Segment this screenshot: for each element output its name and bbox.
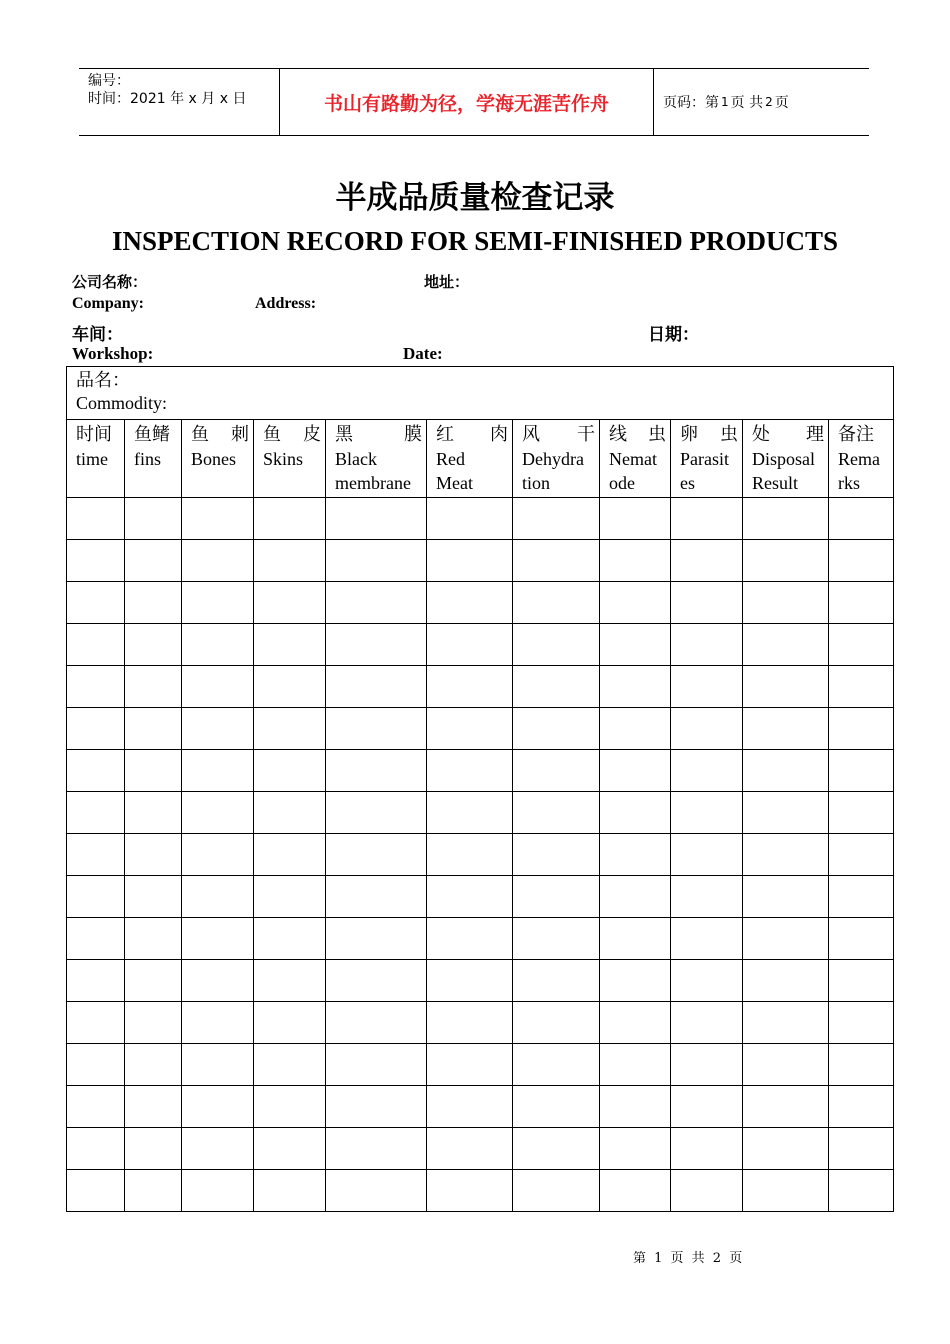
address-label-cn: 地址： xyxy=(424,273,470,291)
table-cell[interactable] xyxy=(182,918,254,960)
column-header-cn xyxy=(134,423,177,447)
table-row xyxy=(67,918,894,960)
table-row xyxy=(67,540,894,582)
table-cell[interactable] xyxy=(600,918,671,960)
company-label-cn: 公司名称： xyxy=(72,273,148,291)
table-cell[interactable] xyxy=(671,834,743,876)
column-header-cn xyxy=(680,423,738,447)
table-row xyxy=(67,1002,894,1044)
column-header-cn-part: 鱼 xyxy=(263,424,281,445)
column-header-cn xyxy=(263,423,321,447)
doc-time xyxy=(88,90,279,108)
table-cell[interactable] xyxy=(427,792,513,834)
table-row xyxy=(67,624,894,666)
table-row xyxy=(67,1170,894,1212)
table-cell[interactable] xyxy=(829,960,894,1002)
table-cell[interactable] xyxy=(743,624,829,666)
table-cell[interactable] xyxy=(829,918,894,960)
table-cell[interactable] xyxy=(125,1128,182,1170)
table-cell[interactable] xyxy=(743,1128,829,1170)
table-cell[interactable] xyxy=(125,960,182,1002)
page-total: 2 xyxy=(765,95,773,109)
page-current: 1 xyxy=(721,95,729,109)
table-cell[interactable] xyxy=(600,1086,671,1128)
column-header-row xyxy=(67,420,894,498)
table-cell[interactable] xyxy=(182,540,254,582)
column-header-cn xyxy=(335,423,422,447)
table-cell[interactable] xyxy=(326,1170,427,1212)
column-header xyxy=(600,420,671,498)
column-header-en: time xyxy=(76,449,108,469)
table-cell[interactable] xyxy=(254,750,326,792)
table-cell[interactable] xyxy=(671,498,743,540)
table-row xyxy=(67,498,894,540)
column-header-cn xyxy=(436,423,508,447)
doc-number-label: 编号： xyxy=(88,73,130,89)
table-cell[interactable] xyxy=(743,918,829,960)
table-cell[interactable] xyxy=(829,1170,894,1212)
table-cell[interactable] xyxy=(182,876,254,918)
column-header-cn-part: 皮 xyxy=(303,424,321,445)
table-cell[interactable] xyxy=(829,876,894,918)
table-cell[interactable] xyxy=(67,792,125,834)
time-label: 时间： xyxy=(88,91,130,107)
table-cell[interactable] xyxy=(829,750,894,792)
table-cell[interactable] xyxy=(513,750,600,792)
table-cell[interactable] xyxy=(67,582,125,624)
table-cell[interactable] xyxy=(326,1128,427,1170)
table-cell[interactable] xyxy=(182,624,254,666)
workshop-label-cn: 车间： xyxy=(72,325,123,345)
table-cell[interactable] xyxy=(125,540,182,582)
table-cell[interactable] xyxy=(743,1002,829,1044)
table-cell[interactable] xyxy=(182,750,254,792)
table-cell[interactable] xyxy=(125,624,182,666)
table-cell[interactable] xyxy=(326,1086,427,1128)
column-header-en: ode xyxy=(609,473,635,493)
column-header xyxy=(67,420,125,498)
column-header xyxy=(671,420,743,498)
table-cell[interactable] xyxy=(125,708,182,750)
table-cell[interactable] xyxy=(829,1044,894,1086)
table-cell[interactable] xyxy=(182,960,254,1002)
table-cell[interactable] xyxy=(254,1044,326,1086)
table-cell[interactable] xyxy=(182,498,254,540)
address-label-en: Address: xyxy=(255,295,317,312)
column-header-cn xyxy=(76,423,120,447)
table-cell[interactable] xyxy=(600,834,671,876)
table-cell[interactable] xyxy=(427,1086,513,1128)
commodity-row xyxy=(67,367,894,420)
column-header-cn-part: 肉 xyxy=(490,424,508,445)
table-cell[interactable] xyxy=(743,708,829,750)
table-cell[interactable] xyxy=(743,666,829,708)
table-cell[interactable] xyxy=(254,876,326,918)
table-cell[interactable] xyxy=(125,792,182,834)
table-cell[interactable] xyxy=(67,498,125,540)
table-cell[interactable] xyxy=(254,1002,326,1044)
column-header-en: rks xyxy=(838,473,860,493)
column-header-en: membrane xyxy=(335,473,411,493)
table-cell[interactable] xyxy=(254,834,326,876)
table-cell[interactable] xyxy=(513,1128,600,1170)
column-header-en: Nemat xyxy=(609,449,657,469)
column-header xyxy=(513,420,600,498)
table-cell[interactable] xyxy=(513,708,600,750)
table-cell[interactable] xyxy=(600,1002,671,1044)
table-cell[interactable] xyxy=(600,750,671,792)
table-cell[interactable] xyxy=(125,876,182,918)
table-cell[interactable] xyxy=(743,540,829,582)
column-header-cn-part: 理 xyxy=(806,424,824,445)
table-cell[interactable] xyxy=(67,1002,125,1044)
table-cell[interactable] xyxy=(427,498,513,540)
table-cell[interactable] xyxy=(326,834,427,876)
table-cell[interactable] xyxy=(125,918,182,960)
table-cell[interactable] xyxy=(513,624,600,666)
table-cell[interactable] xyxy=(600,582,671,624)
table-cell[interactable] xyxy=(67,1128,125,1170)
table-cell[interactable] xyxy=(671,708,743,750)
page-title-en: INSPECTION RECORD FOR SEMI-FINISHED PRODUCTS xyxy=(111,226,839,256)
table-cell[interactable] xyxy=(427,666,513,708)
table-cell[interactable] xyxy=(829,708,894,750)
table-cell[interactable] xyxy=(829,624,894,666)
page-prefix: 页码：第 xyxy=(663,95,719,111)
table-cell[interactable] xyxy=(182,708,254,750)
table-cell[interactable] xyxy=(182,1170,254,1212)
table-cell[interactable] xyxy=(125,1002,182,1044)
column-header-cn xyxy=(191,423,249,447)
table-cell[interactable] xyxy=(600,540,671,582)
table-cell[interactable] xyxy=(829,1002,894,1044)
column-header-cn-part: 虫 xyxy=(720,424,738,445)
table-cell[interactable] xyxy=(67,666,125,708)
table-cell[interactable] xyxy=(513,918,600,960)
table-cell[interactable] xyxy=(600,1044,671,1086)
table-cell[interactable] xyxy=(513,582,600,624)
table-cell[interactable] xyxy=(829,1128,894,1170)
column-header-cn-part: 风 xyxy=(522,424,540,445)
column-header-en: es xyxy=(680,473,695,493)
date-label-cn: 日期： xyxy=(648,325,699,345)
table-cell[interactable] xyxy=(67,1044,125,1086)
table-cell[interactable] xyxy=(427,750,513,792)
table-cell[interactable] xyxy=(671,1128,743,1170)
table-cell[interactable] xyxy=(67,834,125,876)
column-header-cn xyxy=(522,423,595,447)
table-cell[interactable] xyxy=(125,1086,182,1128)
column-header-cn-part: 时间 xyxy=(76,424,112,445)
header-page-number xyxy=(654,69,869,135)
table-cell[interactable] xyxy=(67,1170,125,1212)
table-cell[interactable] xyxy=(600,1128,671,1170)
table-cell[interactable] xyxy=(671,666,743,708)
column-header-cn-part: 黑 xyxy=(335,424,353,445)
column-header-en: Dehydra xyxy=(522,449,584,469)
table-cell[interactable] xyxy=(743,498,829,540)
table-cell[interactable] xyxy=(427,834,513,876)
table-cell[interactable] xyxy=(600,792,671,834)
column-header xyxy=(427,420,513,498)
table-cell[interactable] xyxy=(326,1002,427,1044)
table-cell[interactable] xyxy=(513,540,600,582)
table-cell[interactable] xyxy=(427,540,513,582)
table-cell[interactable] xyxy=(513,498,600,540)
table-cell[interactable] xyxy=(125,666,182,708)
date-label-en: Date: xyxy=(403,344,443,363)
table-cell[interactable] xyxy=(513,1044,600,1086)
table-cell[interactable] xyxy=(600,876,671,918)
company-label-en: Company: xyxy=(72,295,145,312)
table-cell[interactable] xyxy=(427,1170,513,1212)
table-cell[interactable] xyxy=(671,918,743,960)
table-cell[interactable] xyxy=(671,1044,743,1086)
table-cell[interactable] xyxy=(125,582,182,624)
table-cell[interactable] xyxy=(829,1086,894,1128)
table-cell[interactable] xyxy=(427,708,513,750)
column-header-en: Bones xyxy=(191,449,236,469)
column-header xyxy=(254,420,326,498)
table-cell[interactable] xyxy=(427,1044,513,1086)
column-header-en: Black xyxy=(335,449,377,469)
table-cell[interactable] xyxy=(427,918,513,960)
table-cell[interactable] xyxy=(67,750,125,792)
table-cell[interactable] xyxy=(513,666,600,708)
table-cell[interactable] xyxy=(743,792,829,834)
table-cell[interactable] xyxy=(513,1170,600,1212)
document-header xyxy=(79,68,869,136)
table-cell[interactable] xyxy=(600,624,671,666)
table-cell[interactable] xyxy=(67,876,125,918)
table-cell[interactable] xyxy=(182,1086,254,1128)
table-cell[interactable] xyxy=(829,498,894,540)
column-header-cn-part: 线 xyxy=(609,424,627,445)
table-cell[interactable] xyxy=(427,582,513,624)
column-header xyxy=(829,420,894,498)
table-cell[interactable] xyxy=(326,918,427,960)
table-cell[interactable] xyxy=(67,960,125,1002)
table-cell[interactable] xyxy=(513,792,600,834)
table-cell[interactable] xyxy=(829,666,894,708)
column-header-en: Result xyxy=(752,473,799,493)
table-cell[interactable] xyxy=(67,540,125,582)
table-cell[interactable] xyxy=(600,498,671,540)
page-title-cn: 半成品质量检查记录 xyxy=(335,180,615,216)
table-cell[interactable] xyxy=(671,960,743,1002)
table-cell[interactable] xyxy=(182,582,254,624)
table-cell[interactable] xyxy=(829,582,894,624)
table-cell[interactable] xyxy=(743,876,829,918)
table-row xyxy=(67,1128,894,1170)
inspection-table xyxy=(66,366,894,1212)
table-cell[interactable] xyxy=(182,1044,254,1086)
table-cell[interactable] xyxy=(254,666,326,708)
column-header xyxy=(182,420,254,498)
table-cell[interactable] xyxy=(67,624,125,666)
commodity-label-en: Commodity: xyxy=(76,393,168,413)
column-header-cn-part: 鱼鳍 xyxy=(134,424,170,445)
table-cell[interactable] xyxy=(671,750,743,792)
table-cell[interactable] xyxy=(326,792,427,834)
table-cell[interactable] xyxy=(254,918,326,960)
table-cell[interactable] xyxy=(182,792,254,834)
table-cell[interactable] xyxy=(182,1002,254,1044)
commodity-label-cn: 品名： xyxy=(76,370,130,390)
table-cell[interactable] xyxy=(326,624,427,666)
table-cell[interactable] xyxy=(254,1086,326,1128)
table-cell[interactable] xyxy=(326,498,427,540)
column-header xyxy=(125,420,182,498)
table-cell[interactable] xyxy=(326,540,427,582)
table-cell[interactable] xyxy=(67,708,125,750)
column-header-cn xyxy=(838,423,889,447)
table-cell[interactable] xyxy=(671,1170,743,1212)
table-row xyxy=(67,1044,894,1086)
table-cell[interactable] xyxy=(513,960,600,1002)
table-cell[interactable] xyxy=(600,666,671,708)
table-cell[interactable] xyxy=(326,960,427,1002)
table-cell[interactable] xyxy=(254,708,326,750)
table-cell[interactable] xyxy=(254,624,326,666)
table-cell[interactable] xyxy=(743,750,829,792)
table-cell[interactable] xyxy=(326,708,427,750)
column-header-en: Skins xyxy=(263,449,304,469)
table-cell[interactable] xyxy=(326,1044,427,1086)
table-cell[interactable] xyxy=(743,1086,829,1128)
table-cell[interactable] xyxy=(513,876,600,918)
table-cell[interactable] xyxy=(254,498,326,540)
table-cell[interactable] xyxy=(600,708,671,750)
table-row xyxy=(67,666,894,708)
table-cell[interactable] xyxy=(743,834,829,876)
table-cell[interactable] xyxy=(67,1086,125,1128)
table-cell[interactable] xyxy=(427,876,513,918)
table-cell[interactable] xyxy=(125,498,182,540)
column-header xyxy=(743,420,829,498)
table-row xyxy=(67,750,894,792)
table-cell[interactable] xyxy=(326,666,427,708)
table-cell[interactable] xyxy=(829,834,894,876)
page-mid: 页 共 xyxy=(730,95,764,111)
table-cell[interactable] xyxy=(829,540,894,582)
table-cell[interactable] xyxy=(671,876,743,918)
column-header-cn-part: 膜 xyxy=(404,424,422,445)
table-cell[interactable] xyxy=(671,792,743,834)
table-cell[interactable] xyxy=(671,1086,743,1128)
table-row xyxy=(67,1086,894,1128)
table-cell[interactable] xyxy=(513,834,600,876)
table-cell[interactable] xyxy=(743,1044,829,1086)
column-header-en: Meat xyxy=(436,473,473,493)
time-value: 2021 年 x 月 x 日 xyxy=(130,91,247,107)
column-header-cn-part: 干 xyxy=(577,424,595,445)
table-cell[interactable] xyxy=(513,1002,600,1044)
table-cell[interactable] xyxy=(671,624,743,666)
table-cell[interactable] xyxy=(182,666,254,708)
table-cell[interactable] xyxy=(326,876,427,918)
column-header-cn-part: 红 xyxy=(436,424,454,445)
table-cell[interactable] xyxy=(326,750,427,792)
table-cell[interactable] xyxy=(427,624,513,666)
column-header-en: tion xyxy=(522,473,551,493)
table-cell[interactable] xyxy=(671,540,743,582)
table-cell[interactable] xyxy=(254,960,326,1002)
column-header-en: Disposal xyxy=(752,449,815,469)
table-cell[interactable] xyxy=(427,1002,513,1044)
table-cell[interactable] xyxy=(254,1128,326,1170)
column-header-en: fins xyxy=(134,449,161,469)
column-header-cn-part: 鱼 xyxy=(191,424,209,445)
table-cell[interactable] xyxy=(326,582,427,624)
table-cell[interactable] xyxy=(182,1128,254,1170)
column-header-cn-part: 处 xyxy=(752,424,770,445)
table-cell[interactable] xyxy=(829,792,894,834)
table-cell[interactable] xyxy=(125,1170,182,1212)
page-suffix: 页 xyxy=(774,95,789,111)
table-cell[interactable] xyxy=(254,540,326,582)
table-cell[interactable] xyxy=(743,582,829,624)
column-header-cn-part: 卵 xyxy=(680,424,698,445)
column-header-cn-part: 刺 xyxy=(231,424,249,445)
table-cell[interactable] xyxy=(743,1170,829,1212)
column-header-en: Parasit xyxy=(680,449,729,469)
table-row xyxy=(67,582,894,624)
table-cell[interactable] xyxy=(671,1002,743,1044)
table-cell[interactable] xyxy=(125,750,182,792)
table-cell[interactable] xyxy=(182,834,254,876)
table-row xyxy=(67,708,894,750)
table-cell[interactable] xyxy=(427,1128,513,1170)
column-header xyxy=(326,420,427,498)
column-header-cn-part: 虫 xyxy=(648,424,666,445)
table-cell[interactable] xyxy=(254,792,326,834)
table-cell[interactable] xyxy=(513,1086,600,1128)
table-cell[interactable] xyxy=(600,960,671,1002)
table-cell[interactable] xyxy=(67,918,125,960)
commodity-cell[interactable] xyxy=(67,367,894,420)
page-footer: 第 1 页 共 2 页 xyxy=(633,1251,745,1266)
table-row xyxy=(67,960,894,1002)
table-row xyxy=(67,876,894,918)
column-header-en: Rema xyxy=(838,449,880,469)
table-cell[interactable] xyxy=(743,960,829,1002)
column-header-en: Red xyxy=(436,449,465,469)
table-cell[interactable] xyxy=(254,582,326,624)
table-row xyxy=(67,792,894,834)
column-header-cn-part: 备注 xyxy=(838,424,874,445)
column-header-cn xyxy=(752,423,824,447)
table-cell[interactable] xyxy=(600,1170,671,1212)
table-cell[interactable] xyxy=(254,1170,326,1212)
table-cell[interactable] xyxy=(427,960,513,1002)
workshop-label-en: Workshop: xyxy=(72,344,154,363)
table-cell[interactable] xyxy=(125,834,182,876)
table-row xyxy=(67,834,894,876)
column-header-cn xyxy=(609,423,666,447)
header-meta xyxy=(79,69,280,135)
table-cell[interactable] xyxy=(125,1044,182,1086)
table-cell[interactable] xyxy=(671,582,743,624)
header-motto: 书山有路勤为径，学海无涯苦作舟 xyxy=(280,69,654,135)
